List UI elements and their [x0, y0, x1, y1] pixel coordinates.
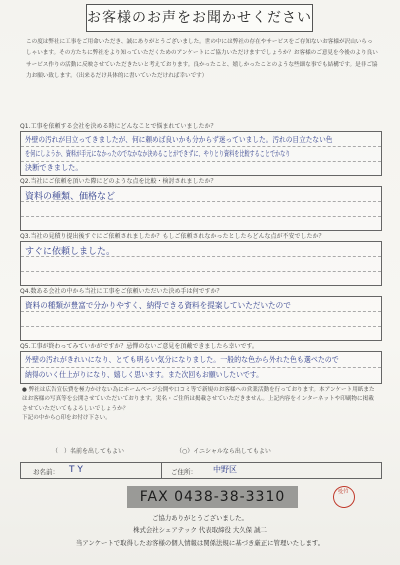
name-label: お名前：	[33, 468, 59, 476]
question-3-answer: すぐに依頼しました。	[25, 247, 116, 257]
question-3-label: Q3.当社の見積り提出後すぐにご依頼されましたか？もしご依頼されなかったとしたらどんな点が不安でしたか？	[20, 233, 325, 240]
question-4-answer: 資料の種類が豊富で分かりやすく、納得できる資料を提案していただいたので	[25, 301, 291, 310]
question-5-label: Q5.工事が終わってみていかがですか？忌憚のないご意見を頂戴できましたら幸いです。	[20, 343, 258, 350]
question-4-answer-box	[20, 296, 382, 341]
received-stamp: 受付	[332, 485, 357, 510]
question-3-answer-box	[20, 241, 382, 286]
privacy-notice: 当アンケートで取得したお客様の個人情報は関係法規に基づき厳正に管理いたします。	[75, 539, 325, 547]
thanks-text: ご協力ありがとうございました。	[152, 514, 248, 522]
company-name: 株式会社シェアテック 代表取締役 大久保 誠二	[133, 526, 267, 534]
question-1-answer-box	[20, 131, 382, 176]
question-1-label: Q1.工事を依頼する会社を決める時にどんなことで悩まれていましたか？	[20, 123, 217, 130]
question-1-answer-line-3: 決断できました。	[25, 163, 83, 172]
option-initials: （○）イニシャルなら出してもよい	[176, 448, 271, 455]
page-title: お客様のお声をお聞かせください	[86, 4, 313, 32]
address-label: ご住所：	[171, 468, 197, 476]
question-1-answer-line-1: 外壁の汚れが目立ってきましたが、何に頼めば良いかも分からず迷っていました。汚れの目立たない色	[25, 135, 333, 144]
question-5-answer-line-1: 外壁の汚れがきれいになり、とても明るい気分になりました。一般的な色から外れた色も選べたので	[25, 355, 339, 364]
option-full-name: （ ）名前を出してもよい	[52, 448, 125, 455]
address-value: 中野区	[213, 465, 237, 474]
intro-text: この度は弊社に工事をご用命いただき、誠にありがとうございました。世の中には弊社の存在やサービスをご存知ないお客様が沢山いらっしゃいます。その方たちに弊社をより知っていただくためのアンケートにご協力いただけますでしょうか？お客様のご意見を今後のより良いサービス作りの活動に反映させていただきたいと考えております。良かったこと、嬉しかったことのような些細な事でも結構です。是非ご協力お願い致します。（出来るだけ具体的に書いていただければ幸いです）	[26, 39, 378, 80]
question-2-label: Q2.当社にご依頼を頂いた際にどのような点を比較・検討されましたか？	[20, 178, 217, 185]
option-instruction: 下記の中から○印をお付け下さい。	[22, 415, 111, 422]
question-5-answer-box	[20, 351, 382, 384]
question-4-label: Q4.数ある会社の中から当社に工事をご依頼いただいた決め手は何ですか？	[20, 288, 223, 295]
question-1-answer-line-2: を何にしようか、資料が手元になかったのでなかなか決めることができずに、やりとり資料を比較することでかなり	[25, 149, 291, 158]
publication-notice	[22, 386, 378, 424]
name-address-row	[20, 462, 382, 479]
question-2-answer-box	[20, 186, 382, 231]
publication-notice-text: ● 弊社は広告宣伝費を極力かけない為にホームページ公開や口コミ等で新規のお客様への営業活動を行っております。本アンケート用紙またはお客様の写真等を公開させていただいております。実名・ご住所は掲載させていただきません。上記内容をインターネットや印刷物に掲載させていただいてもよろしいでしょうか？	[22, 387, 375, 412]
question-2-answer: 資料の種類、価格など	[25, 192, 116, 202]
name-value: T Y	[69, 465, 83, 475]
fax-number: FAX 0438-38-3310	[127, 486, 298, 508]
question-5-answer-line-2: 納得のいく仕上がりになり、嬉しく思います。また次回もお願いしたいです。	[25, 370, 263, 379]
